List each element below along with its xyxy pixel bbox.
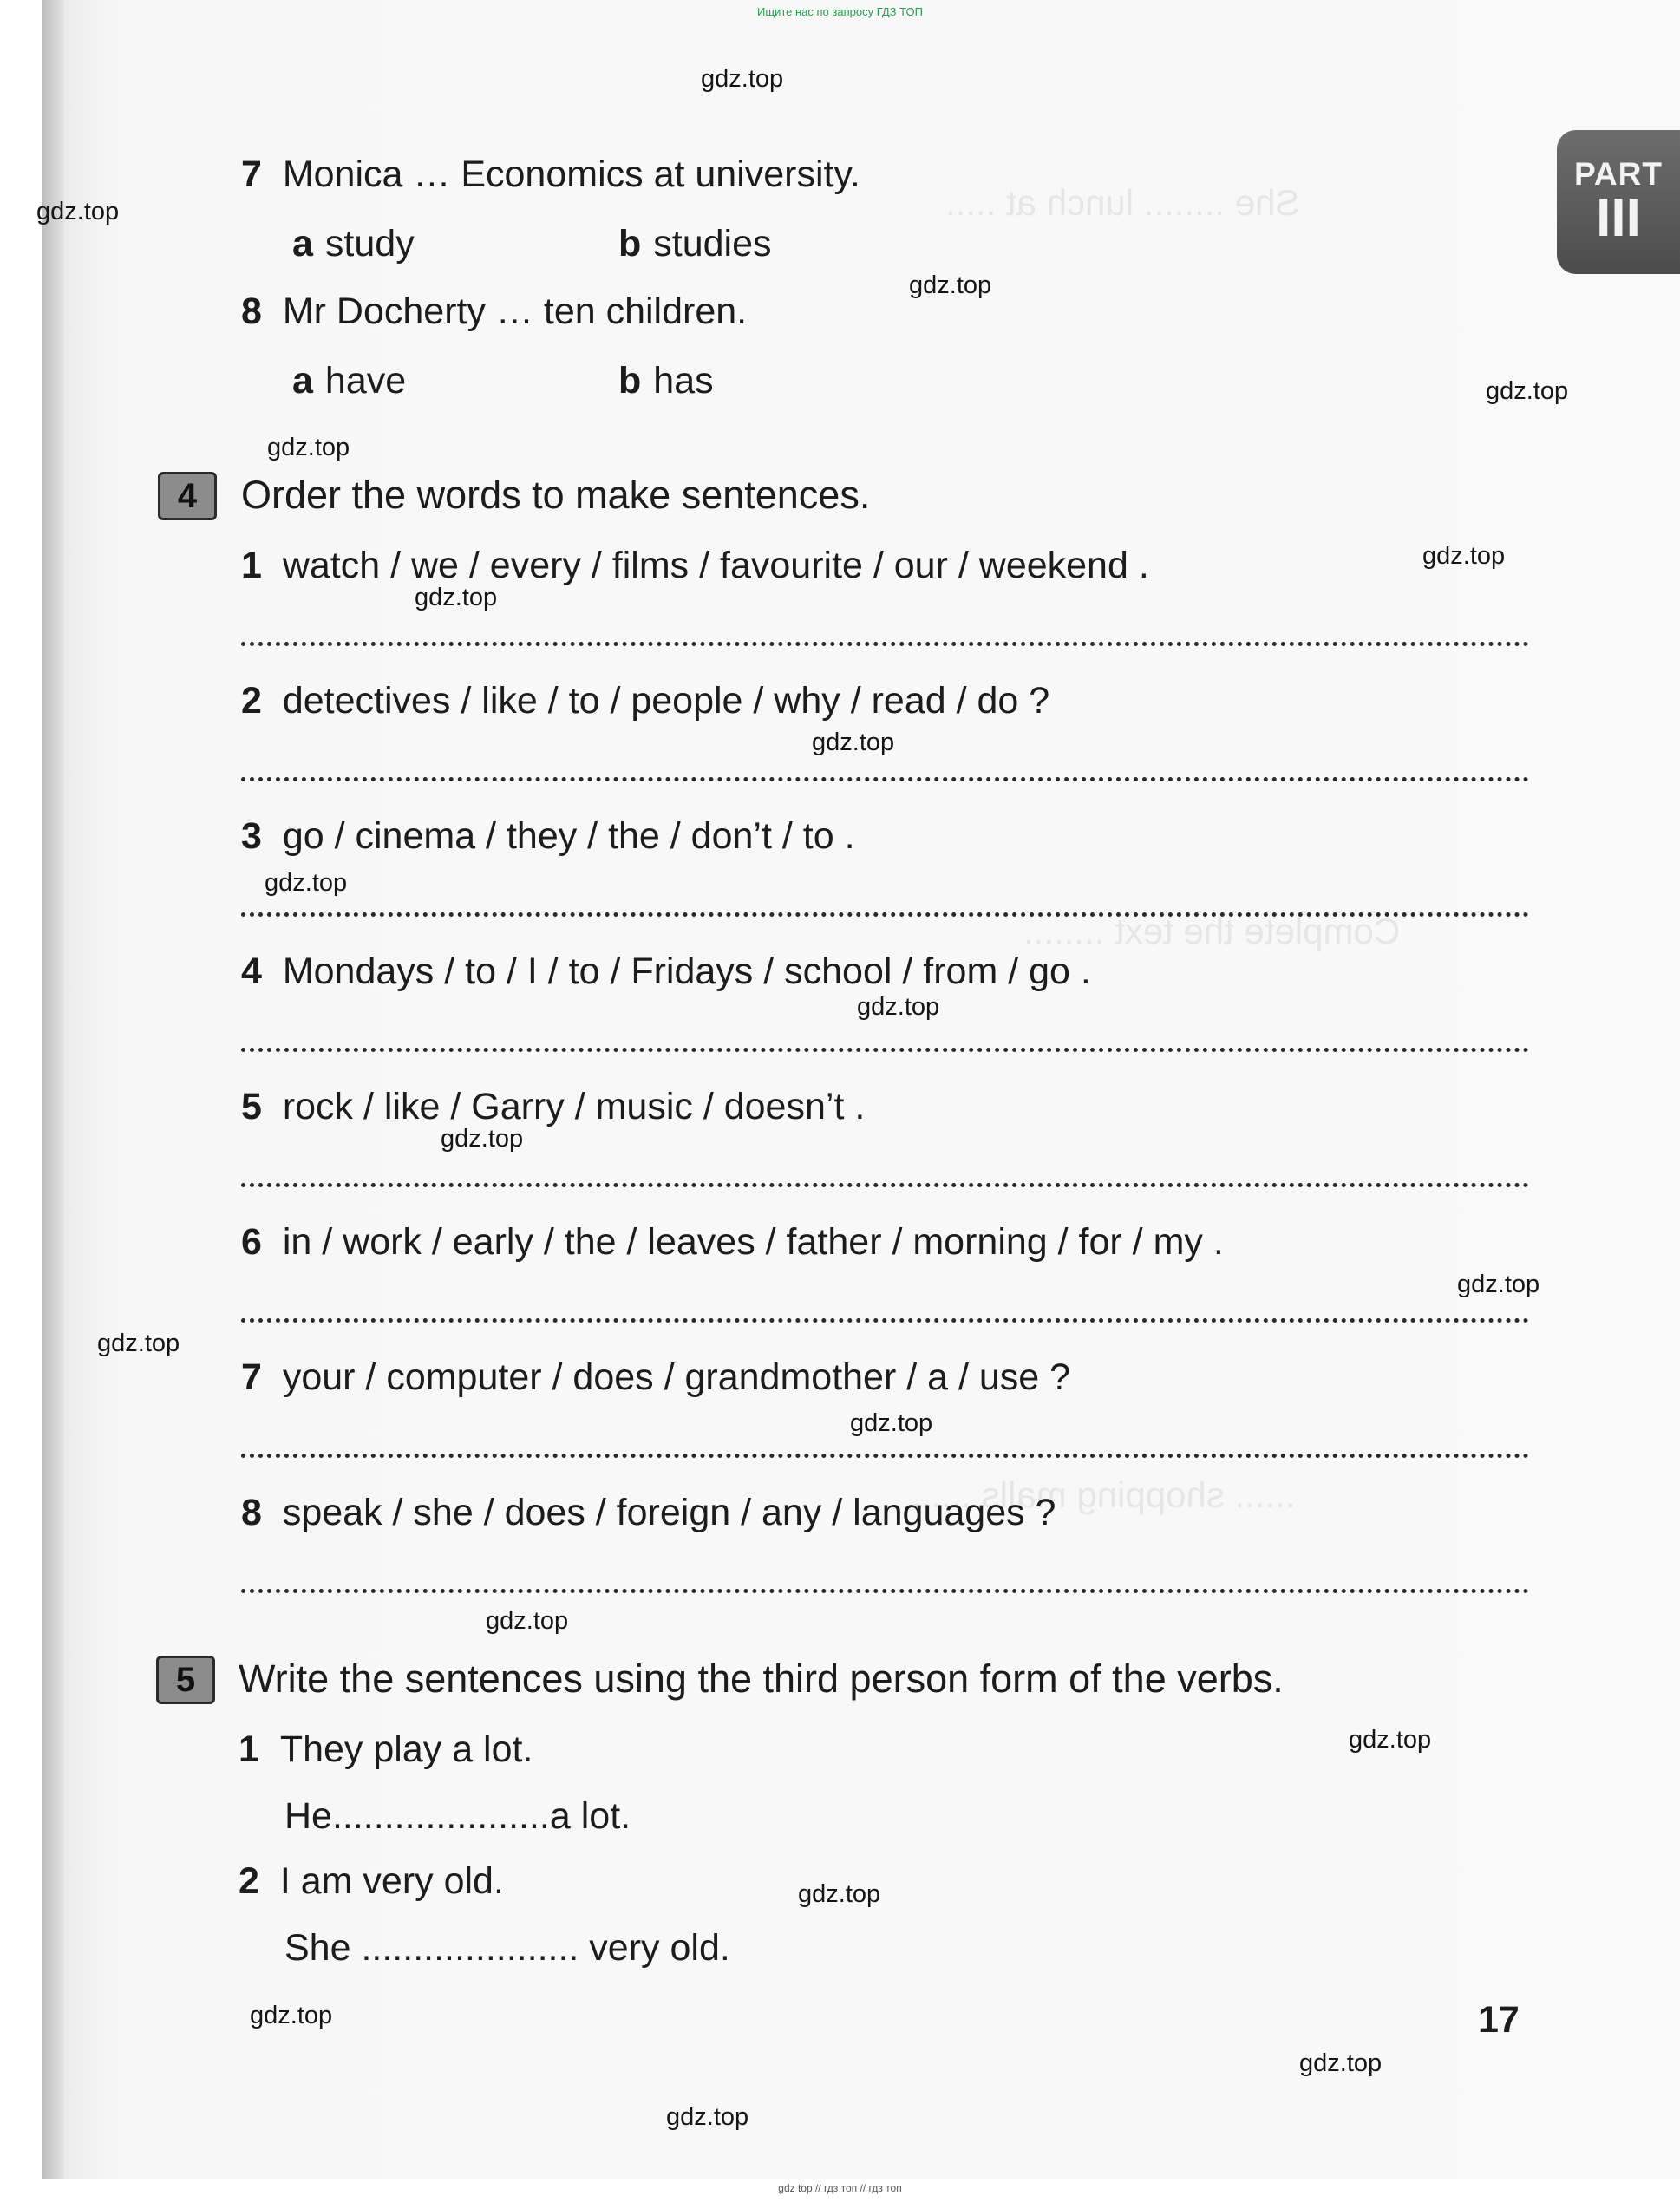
show-through-text: Complete the text ........ xyxy=(1023,911,1401,951)
exercise-number-badge: 5 xyxy=(156,1656,215,1704)
answer-line[interactable] xyxy=(241,912,1529,917)
watermark-text: gdz.top xyxy=(441,1125,524,1153)
watermark-text: gdz.top xyxy=(666,2103,749,2131)
option-letter: b xyxy=(618,360,642,402)
item-number: 4 xyxy=(241,951,262,992)
answer-line[interactable] xyxy=(241,1048,1529,1052)
watermark-text: gdz.top xyxy=(97,1330,180,1357)
answer-line[interactable] xyxy=(241,1183,1529,1187)
watermark-text: gdz.top xyxy=(798,1880,881,1908)
answer-blank[interactable]: ..................... xyxy=(331,1795,550,1837)
exercise-number-badge: 4 xyxy=(158,472,217,520)
watermark-text: gdz.top xyxy=(1457,1271,1540,1298)
item-text: watch / we / every / films / favourite / our / weekend . xyxy=(282,545,1149,586)
option-a xyxy=(292,360,406,402)
item-number: 7 xyxy=(241,154,262,195)
watermark-text: gdz.top xyxy=(857,993,940,1021)
item-text: go / cinema / they / the / don’t / to . xyxy=(282,815,855,857)
option-text: studies xyxy=(653,223,772,265)
ex4-item xyxy=(241,815,855,858)
answer-line[interactable] xyxy=(241,777,1529,781)
watermark-text: gdz.top xyxy=(812,729,895,756)
watermark-text: gdz.top xyxy=(267,434,350,461)
option-text: have xyxy=(324,360,407,402)
item-number: 1 xyxy=(241,545,262,586)
watermark-text: gdz.top xyxy=(701,65,784,93)
option-text: has xyxy=(653,360,714,402)
watermark-text: gdz.top xyxy=(415,584,498,611)
ex4-item xyxy=(241,680,1049,722)
watermark-text: gdz.top xyxy=(265,869,348,897)
item-text: Mr Docherty … ten children. xyxy=(282,291,748,332)
item-text: I am very old. xyxy=(279,1860,504,1902)
item-number: 3 xyxy=(241,815,262,857)
option-letter: a xyxy=(292,360,313,402)
ex4-item xyxy=(241,1086,865,1128)
exercise-instruction: Write the sentences using the third person form of the verbs. xyxy=(239,1656,1284,1701)
item-number: 2 xyxy=(241,680,262,722)
watermark-text: gdz.top xyxy=(850,1409,933,1437)
ex4-item xyxy=(241,1221,1224,1264)
answer-line[interactable] xyxy=(241,1454,1529,1458)
option-letter: b xyxy=(618,223,642,265)
ex4-item xyxy=(241,545,1149,587)
option-letter: a xyxy=(292,223,313,265)
item-number: 8 xyxy=(241,291,262,332)
answer-line[interactable] xyxy=(241,1318,1529,1323)
ex4-item xyxy=(241,1356,1070,1399)
option-b xyxy=(618,360,714,402)
watermark-text: gdz.top xyxy=(1486,377,1569,405)
item-text: They play a lot. xyxy=(279,1728,533,1770)
item-number: 7 xyxy=(241,1356,262,1398)
item-text: speak / she / does / foreign / any / languages ? xyxy=(282,1492,1056,1533)
item-number: 1 xyxy=(239,1728,259,1770)
watermark-text: gdz.top xyxy=(250,2002,333,2029)
item-number: 5 xyxy=(241,1086,262,1127)
watermark-text: gdz.top xyxy=(909,271,992,299)
answer-line[interactable] xyxy=(241,1589,1529,1593)
answer-suffix: a lot. xyxy=(549,1795,631,1837)
answer-blank[interactable]: ..................... xyxy=(361,1927,579,1969)
watermark-text: gdz.top xyxy=(1422,542,1506,570)
watermark-text: gdz.top xyxy=(1299,2049,1383,2077)
part-label: PART xyxy=(1574,156,1663,192)
item-text: rock / like / Garry / music / doesn’t . xyxy=(282,1086,866,1127)
ex3-item-8 xyxy=(241,291,747,333)
page-binding xyxy=(42,0,64,2179)
item-number: 6 xyxy=(241,1221,262,1263)
answer-line[interactable] xyxy=(241,642,1529,646)
item-text: detectives / like / to / people / why / read / do ? xyxy=(282,680,1050,722)
watermark-text: gdz.top xyxy=(1349,1726,1432,1754)
option-a xyxy=(292,223,415,265)
answer-suffix: very old. xyxy=(579,1927,730,1969)
answer-prefix: He xyxy=(284,1795,332,1837)
ex5-answer xyxy=(284,1795,631,1838)
item-text: Mondays / to / I / to / Fridays / school / from / go . xyxy=(282,951,1091,992)
item-number: 2 xyxy=(239,1860,259,1902)
ex4-item xyxy=(241,951,1091,993)
watermark-text: gdz.top xyxy=(486,1607,569,1635)
watermark-text: gdz.top xyxy=(36,198,120,225)
item-number: 8 xyxy=(241,1492,262,1533)
ex4-item xyxy=(241,1492,1056,1534)
answer-prefix: She xyxy=(284,1927,362,1969)
ex5-item xyxy=(239,1728,533,1771)
exercise-instruction: Order the words to make sentences. xyxy=(241,473,871,517)
ex5-item xyxy=(239,1860,504,1903)
bottom-banner-text: gdz top // гдз топ // гдз топ xyxy=(778,2182,902,2194)
ex3-item-7 xyxy=(241,154,860,196)
item-text: in / work / early / the / leaves / father / morning / for / my . xyxy=(282,1221,1224,1263)
option-text: study xyxy=(324,223,415,265)
item-text: Monica … Economics at university. xyxy=(282,154,860,195)
item-text: your / computer / does / grandmother / a / use ? xyxy=(282,1356,1071,1398)
option-b xyxy=(618,223,772,265)
top-banner-text: Ищите нас по запросу ГДЗ ТОП xyxy=(757,5,923,18)
part-tab xyxy=(1557,130,1680,274)
ex5-answer xyxy=(284,1927,730,1970)
page-number: 17 xyxy=(1478,1999,1520,2041)
show-through-text: She ........ lunch at ..... xyxy=(945,182,1300,223)
part-roman-numeral: III xyxy=(1596,188,1641,248)
show-through-text: ...... shopping malls ...... xyxy=(911,1474,1296,1515)
